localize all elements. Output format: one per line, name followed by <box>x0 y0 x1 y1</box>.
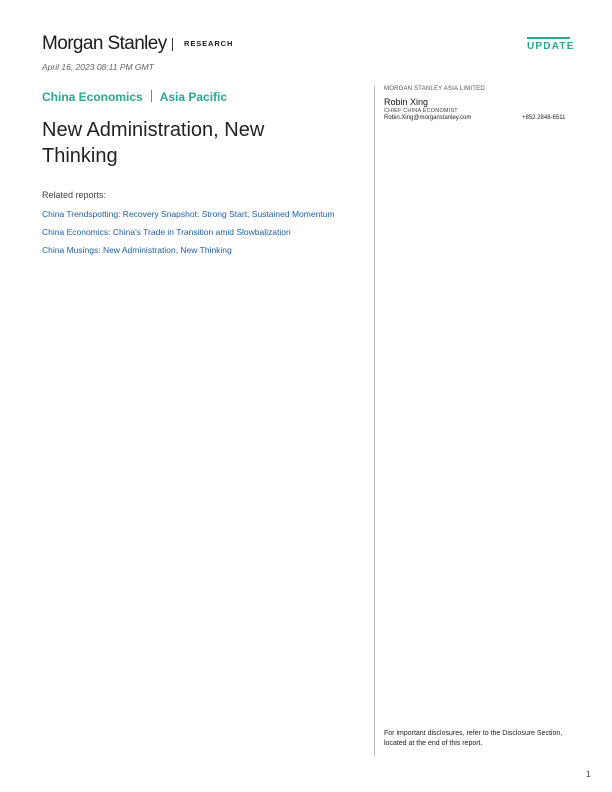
related-report-link[interactable]: China Trendspotting: Recovery Snapshot: Strong Start, Sustained Momentum <box>42 209 335 219</box>
topic-line <box>42 90 227 104</box>
related-report-link[interactable]: China Economics: China's Trade in Transition amid Slowbalization <box>42 227 291 237</box>
section-label: RESEARCH <box>184 39 234 48</box>
topic-primary: China Economics <box>42 90 143 104</box>
publish-date: April 16, 2023 08:11 PM GMT <box>42 62 154 72</box>
badge-rule <box>527 37 570 39</box>
author-email[interactable]: Robin.Xing@morganstanley.com <box>384 115 472 121</box>
author-phone: +852 2848-6511 <box>522 115 566 121</box>
update-badge: UPDATE <box>527 41 575 52</box>
related-reports-heading: Related reports: <box>42 190 107 200</box>
report-title: New Administration, New Thinking <box>42 119 265 167</box>
author-entity: MORGAN STANLEY ASIA LIMITED <box>384 86 485 92</box>
author-name: Robin Xing <box>384 97 429 107</box>
brand-logo: Morgan Stanley <box>42 33 167 54</box>
topic-secondary: Asia Pacific <box>159 90 228 104</box>
author-role: CHIEF CHINA ECONOMIST <box>384 108 458 114</box>
topic-divider <box>151 90 152 102</box>
related-report-link[interactable]: China Musings: New Administration, New Thinking <box>42 245 232 255</box>
brand-divider <box>172 38 173 51</box>
disclosure-note: For important disclosures, refer to the Disclosure Section, located at the end of this report. <box>384 730 563 747</box>
column-divider <box>374 86 375 756</box>
page-number: 1 <box>586 770 591 779</box>
